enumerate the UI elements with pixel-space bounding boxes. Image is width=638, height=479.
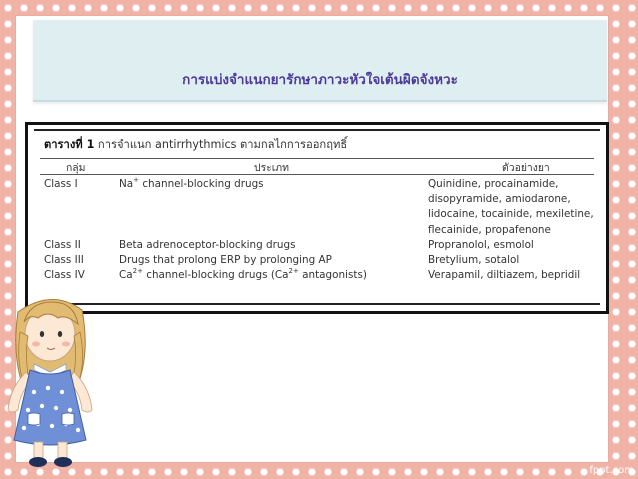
row-type: Drugs that prolong ERP by prolonging AP — [119, 254, 332, 266]
slide-title: การแบ่งจำแนกยารักษาภาวะหัวใจเต้นผิดจังหวะ — [182, 72, 458, 88]
row-example: disopyramide, amiodarone, — [428, 193, 571, 206]
girl-illustration — [0, 292, 110, 479]
table-frame — [25, 122, 609, 314]
row-class: Class II — [44, 238, 81, 251]
row-example: Quinidine, procainamide, — [428, 178, 559, 190]
row-example: Bretylium, sotalol — [428, 254, 520, 266]
header-example: ตัวอย่างยา — [502, 162, 550, 174]
table-caption — [44, 135, 347, 153]
fppt-logo[interactable]: fppt.com — [589, 465, 634, 476]
caption-text: การจำแนก antirrhythmics ตามกลไกการออกฤทธิ์ — [94, 138, 348, 151]
row-class: Class III — [44, 254, 84, 266]
row-type: Beta adrenoceptor-blocking drugs — [119, 238, 296, 251]
row-type: Na+ channel-blocking drugs — [119, 176, 264, 190]
row-class: Class IV — [44, 269, 85, 282]
row-example: Propranolol, esmolol — [428, 238, 534, 251]
header-type: ประเภท — [254, 162, 290, 174]
title-box — [33, 20, 607, 102]
table — [34, 129, 600, 305]
row-example: Verapamil, diltiazem, bepridil — [428, 269, 581, 282]
caption-label: ตารางที่ 1 — [44, 138, 95, 151]
row-type: $Ca^{2+}$ channel-blocking drugs ($Ca^{2+}$ antagonists) — [119, 267, 367, 282]
header-group: กลุ่ม — [66, 162, 86, 174]
row-class: Class I — [44, 178, 78, 190]
row-example: flecainide, propafenone — [428, 223, 551, 236]
row-example: lidocaine, tocainide, mexiletine, — [428, 208, 594, 221]
